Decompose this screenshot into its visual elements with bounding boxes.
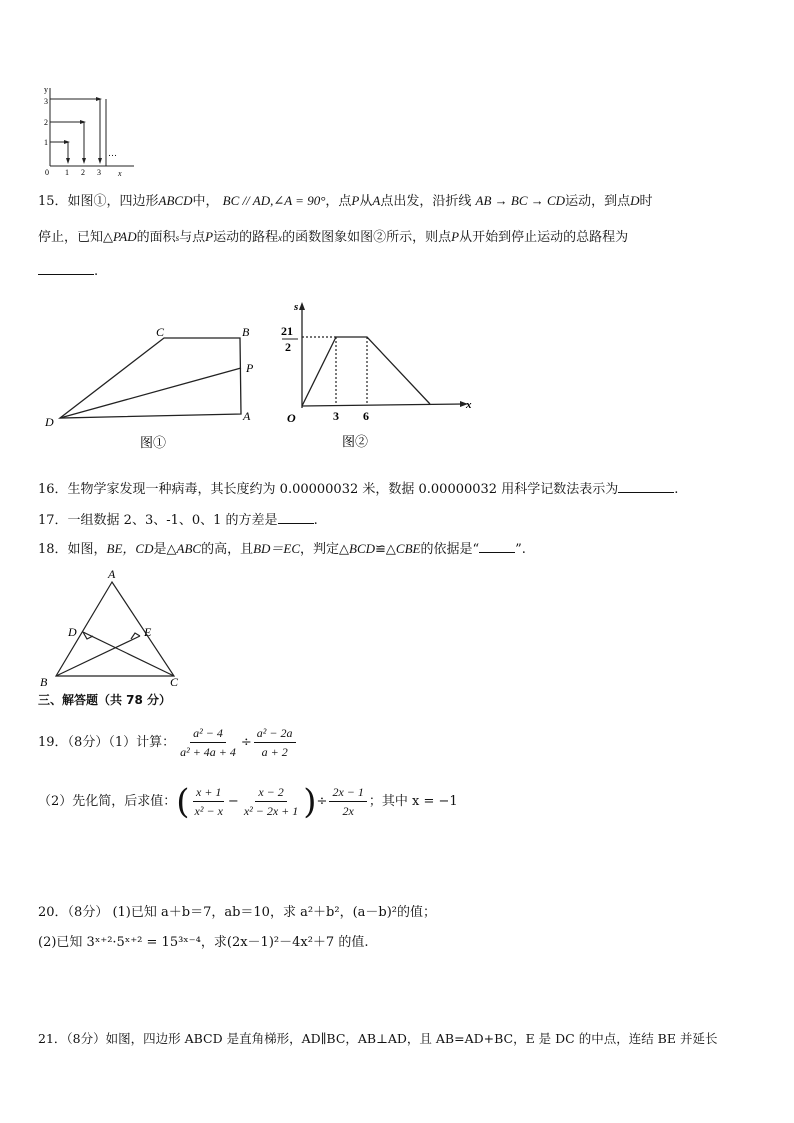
q14-figure <box>30 82 140 178</box>
svg-text:2: 2 <box>81 168 85 177</box>
svg-text:E: E <box>144 625 152 639</box>
svg-text:A: A <box>108 567 116 581</box>
y-axis-label: y <box>44 85 48 94</box>
q18-answer-blank[interactable] <box>479 540 515 553</box>
q19-part1: 19．（8分）（1）计算： $\frac{\text{a² − 4}}{\text{a² + 4a + 4}}$ ÷ $\frac{\text{a² − 2a}}{a + 2}$ <box>38 724 298 761</box>
q15-line1: 15．如图①，四边形ABCD中， BC // AD,∠A = 90°，点P从A点出发，沿折线 AB → BC → CD运动，到点D时 <box>38 193 653 209</box>
svg-text:C: C <box>170 675 179 689</box>
svg-text:2: 2 <box>44 118 48 127</box>
q19-part2: （2）先化简，后求值： ( $\frac{x + 1}{\text{x² − x}}$ − $\frac{x - 2}{\text{x² − 2x + 1}}$ ) ÷ $\frac{2x - 1}{2x}$ ；其中 x = −1 <box>38 781 458 822</box>
svg-text:6: 6 <box>363 409 369 423</box>
segment-cd <box>83 632 174 676</box>
q15-line2: 停止，已知△PAD的面积s与点P运动的路程x的函数图象如图②所示，则点P从开始到停止运动的总路程为 <box>38 229 629 245</box>
q15-figure-1 <box>40 322 270 454</box>
q15-answer-blank[interactable]: . <box>38 262 98 281</box>
svg-text:A: A <box>243 409 251 423</box>
svg-text:…: … <box>108 148 117 158</box>
svg-text:0: 0 <box>45 168 49 177</box>
fraction-2: $\frac{\text{a² − 2a}}{a + 2}$ <box>254 724 296 761</box>
q16-answer-blank[interactable] <box>618 480 674 493</box>
svg-text:1: 1 <box>44 138 48 147</box>
svg-text:B: B <box>40 675 48 689</box>
q18: 18．如图，BE，CD是△ABC的高，且BD＝EC，判定△BCD≌△CBE的依据是“ ”. <box>38 541 526 557</box>
figure-2-caption: 图② <box>342 434 369 449</box>
x-axis <box>302 404 464 406</box>
fraction-1: $\frac{\text{a² − 4}}{\text{a² + 4a + 4}}$ <box>180 726 236 759</box>
svg-text:21: 21 <box>281 324 293 338</box>
fraction-4: $\frac{x - 2}{\text{x² − 2x + 1}}$ <box>243 785 299 818</box>
svg-text:3: 3 <box>44 97 48 106</box>
q20-line1: 20．（8分） (1)已知 a＋b＝7，ab＝10，求 a²＋b²，(a－b)²的值； <box>38 905 437 920</box>
x-axis-label: x <box>118 169 122 178</box>
fraction-3: $\frac{x + 1}{\text{x² − x}}$ <box>194 785 223 818</box>
segment-dp <box>60 368 241 418</box>
q17: 17．一组数据 2、3、-1、0、1 的方差是 . <box>38 513 318 528</box>
trapezoid-abcd <box>60 338 241 418</box>
svg-text:3: 3 <box>333 409 339 423</box>
q17-answer-blank[interactable] <box>278 511 314 524</box>
svg-text:P: P <box>246 361 254 375</box>
fraction-5: $\frac{2x - 1}{2x}$ <box>329 783 366 820</box>
q16: 16．生物学家发现一种病毒，其长度约为 0.00000032 米，数据 0.00000032 用科学记数法表示为 . <box>38 482 679 497</box>
svg-text:D: D <box>45 415 54 429</box>
svg-text:C: C <box>156 325 165 339</box>
q15-figure-2 <box>280 298 480 454</box>
q20-line2: (2)已知 3ˣ⁺²·5ˣ⁺² = 15³ˣ⁻⁴，求(2x－1)²－4x²＋7 的值. <box>38 935 369 950</box>
figure-1-caption: 图① <box>140 435 167 450</box>
svg-text:B: B <box>242 325 250 339</box>
graph-line <box>302 337 430 406</box>
q21-line1: 21．（8分）如图，四边形 ABCD 是直角梯形，AD∥BC，AB⊥AD，且 AB=AD+BC，E 是 DC 的中点，连结 BE 并延长 <box>38 1031 718 1046</box>
svg-text:O: O <box>287 411 296 425</box>
svg-text:2: 2 <box>285 340 291 354</box>
q18-figure <box>36 566 186 690</box>
svg-text:x: x <box>466 399 472 411</box>
svg-text:1: 1 <box>65 168 69 177</box>
svg-text:3: 3 <box>97 168 101 177</box>
svg-text:D: D <box>68 625 77 639</box>
svg-text:s: s <box>294 301 299 313</box>
section-heading: 三、解答题（共 78 分） <box>38 693 172 707</box>
